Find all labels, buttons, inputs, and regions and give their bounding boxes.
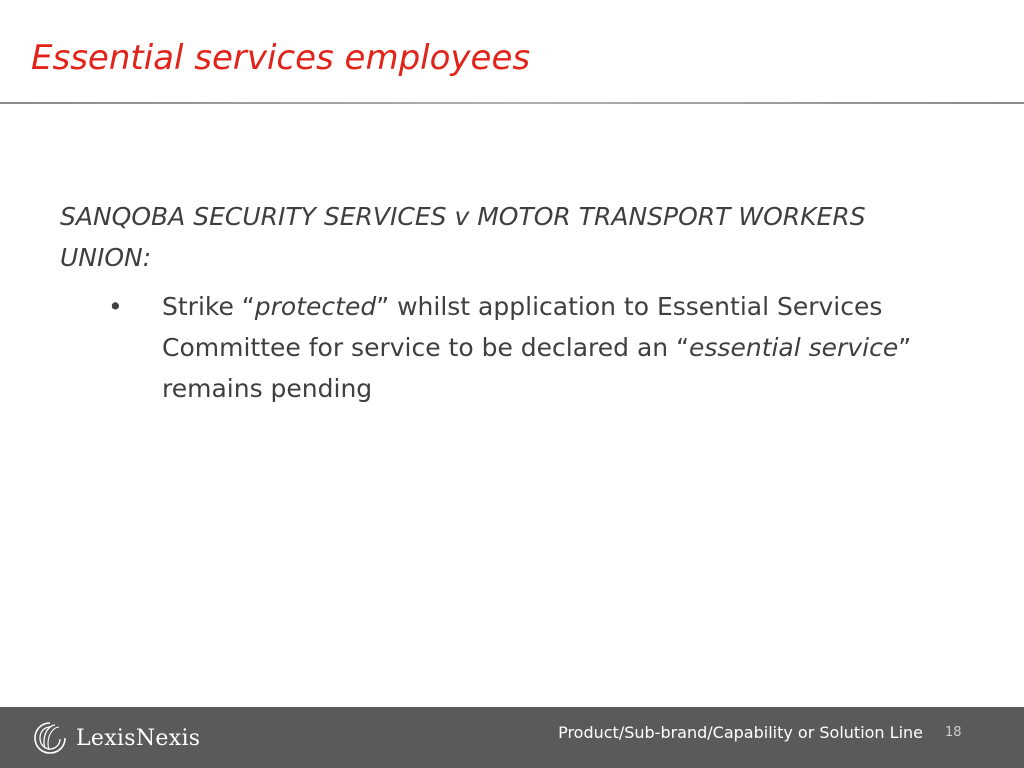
bullet-item [105,286,965,409]
bullet-icon: • [108,292,123,321]
bullet-text-essential-service: essential service [689,333,899,362]
title-divider [0,102,1024,104]
bullet-list [105,286,965,409]
page-number: 18 [945,725,962,740]
bullet-text-protected: protected [254,292,377,321]
case-title: SANQOBA SECURITY SERVICES v MOTOR TRANSPORT WORKERS UNION: [60,202,866,272]
slide-title: Essential services employees [31,38,531,78]
lexisnexis-logo [32,721,200,755]
footer-bar [0,707,1024,768]
lexisnexis-swirl-icon [32,720,68,756]
bullet-text-end: ” remains pending [162,333,912,403]
bullet-text-strike: Strike “ [162,292,255,321]
footer-solution-line: Product/Sub-brand/Capability or Solution Line [558,723,923,742]
brand-name: LexisNexis [76,725,201,751]
bullet-text-middle: ” whilst application to Essential Services Committee for service to be declared an “ [162,292,883,362]
